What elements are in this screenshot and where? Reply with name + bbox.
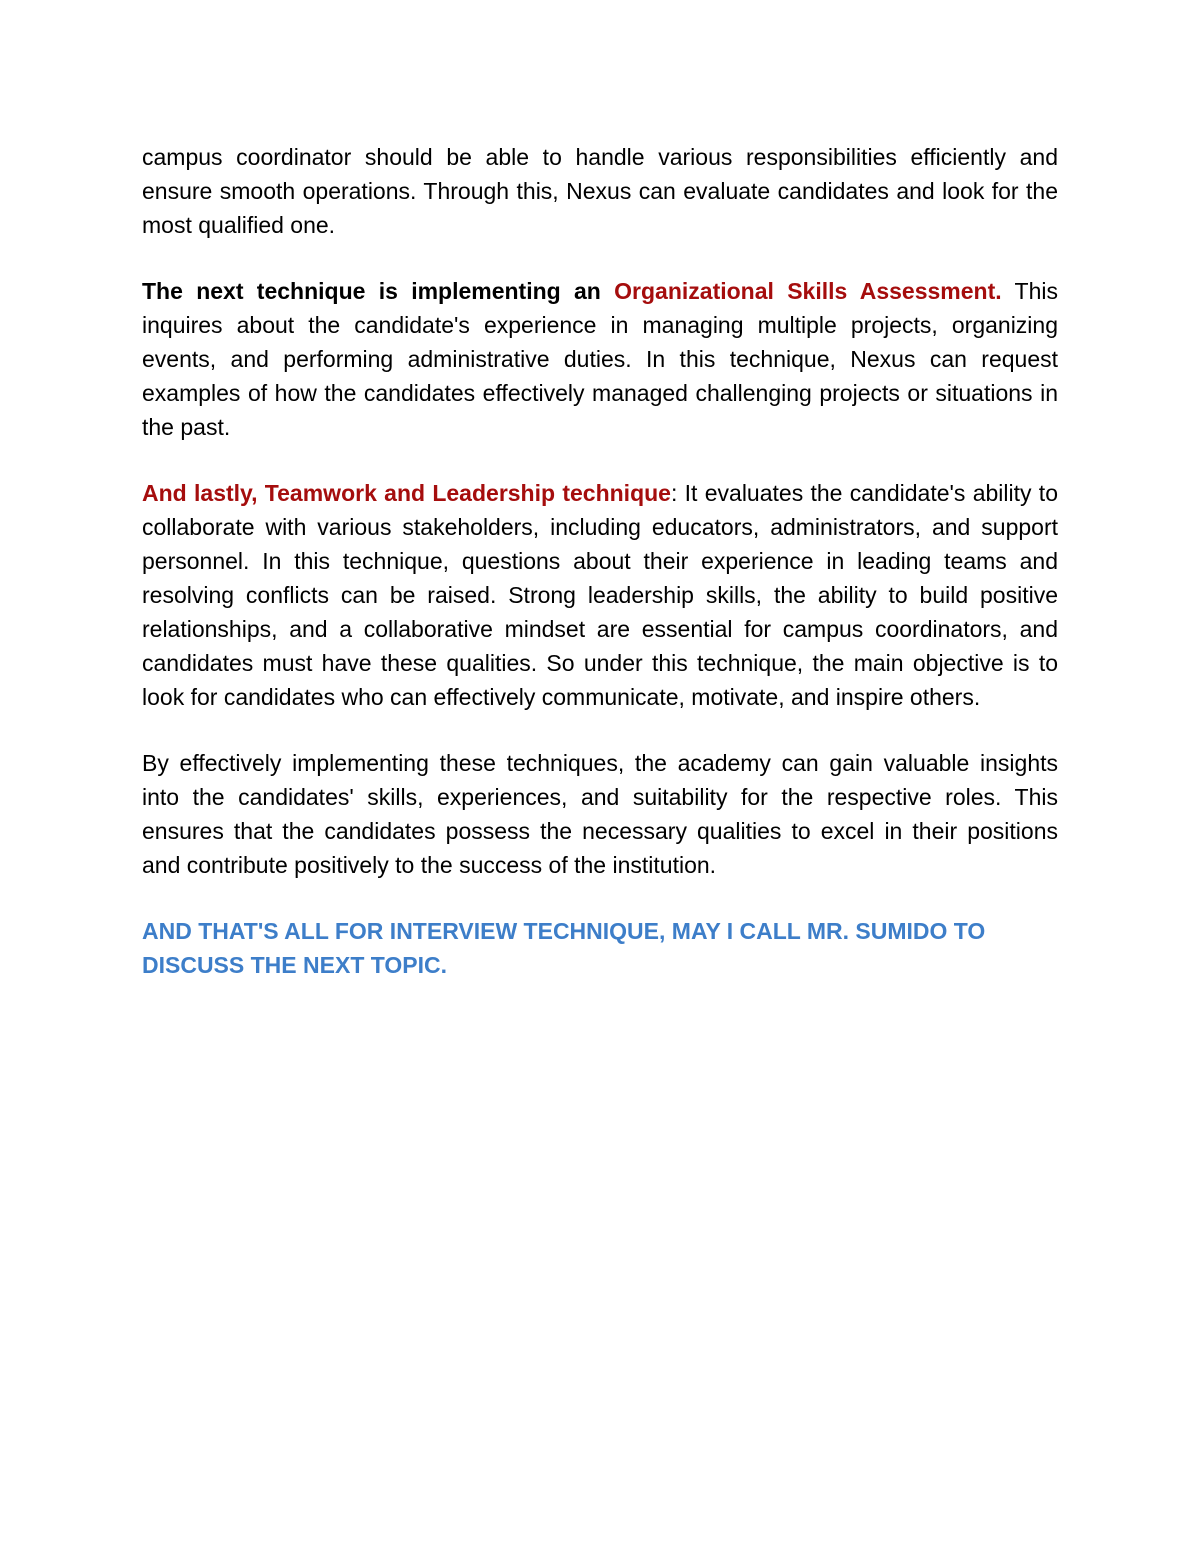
paragraph-teamwork-leadership <box>142 476 1058 714</box>
paragraph-body-text: This inquires about the candidate's experience in managing multiple projects, organizing events, and performing administrative duties. In this technique, Nexus can request examples of how the candidates effectively managed challenging projects or situations in the past. <box>142 278 1058 440</box>
teamwork-leadership-heading: And lastly, Teamwork and Leadership technique <box>142 480 671 506</box>
organizational-skills-assessment-heading: Organizational Skills Assessment. <box>614 278 1002 304</box>
paragraph-body-text: : It evaluates the candidate's ability to collaborate with various stakeholders, including educators, administrators, and support personnel. In this technique, questions about their experience in leading teams and resolving conflicts can be raised. Strong leadership skills, the ability to build positive relationships, and a collaborative mindset are essential for campus coordinators, and candidates must have these qualities. So under this technique, the main objective is to look for candidates who can effectively communicate, motivate, and inspire others. <box>142 480 1058 710</box>
paragraph-conclusion: By effectively implementing these techniques, the academy can gain valuable insights into the candidates' skills, experiences, and suitability for the respective roles. This ensures that the candidates possess the necessary qualities to excel in their positions and contribute positively to the success of the institution. <box>142 750 1058 878</box>
document-body <box>142 140 1058 1014</box>
paragraph-organizational-skills <box>142 274 1058 444</box>
paragraph-intro-continuation: campus coordinator should be able to handle various responsibilities efficiently and ensure smooth operations. Through this, Nexus can evaluate candidates and look for the most qualified one. <box>142 144 1058 238</box>
paragraph-lead-text: The next technique is implementing an <box>142 278 615 304</box>
closing-statement: AND THAT'S ALL FOR INTERVIEW TECHNIQUE, MAY I CALL MR. SUMIDO TO DISCUSS THE NEXT TOPIC. <box>142 918 986 978</box>
